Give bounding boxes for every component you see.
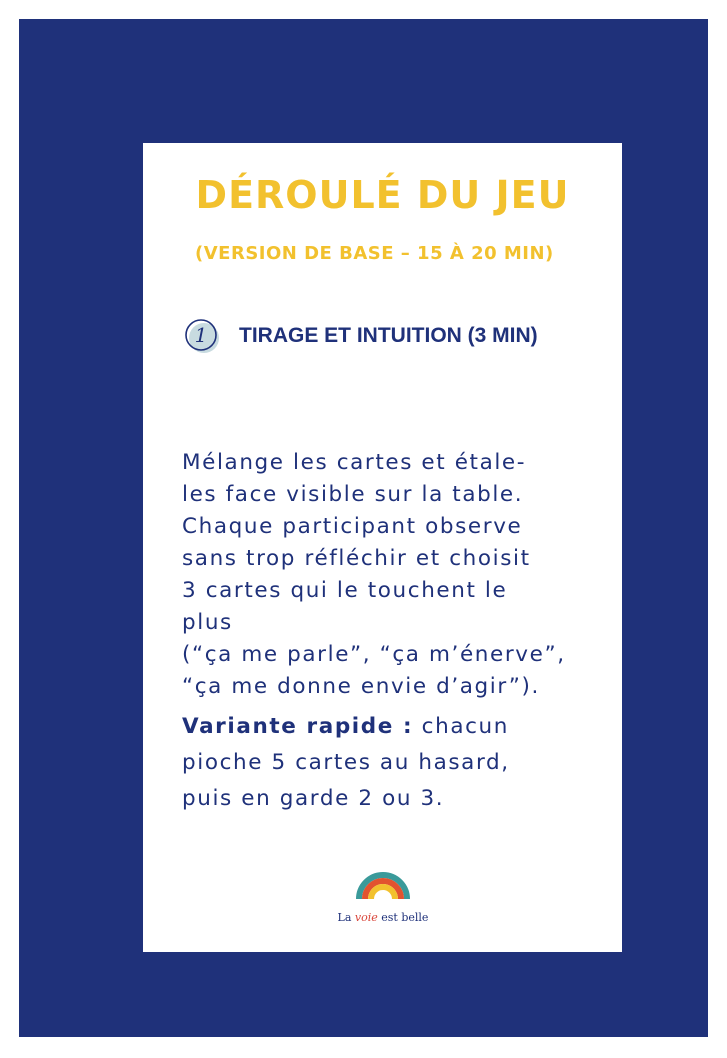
instruction-line: les face visible sur la table. bbox=[182, 482, 524, 507]
brand-name: La voie est belle bbox=[337, 911, 429, 924]
game-card bbox=[143, 143, 622, 952]
instruction-line: Chaque participant observe bbox=[182, 514, 523, 539]
variant-text bbox=[182, 709, 602, 817]
brand-logo bbox=[333, 867, 433, 924]
background-frame bbox=[19, 19, 708, 1037]
instructions-text bbox=[182, 447, 592, 703]
variant-line-3: puis en garde 2 ou 3. bbox=[182, 786, 445, 811]
step-circle-icon bbox=[183, 317, 221, 355]
instruction-line: (“ça me parle”, “ça m’énerve”, bbox=[182, 642, 566, 667]
instruction-line: “ça me donne envie d’agir”). bbox=[182, 674, 540, 699]
instruction-line: Mélange les cartes et étale- bbox=[182, 450, 527, 475]
instruction-line: plus bbox=[182, 610, 233, 635]
step-title: TIRAGE ET INTUITION (3 MIN) bbox=[239, 324, 538, 347]
card-subtitle: (VERSION DE BASE – 15 À 20 MIN) bbox=[195, 243, 554, 264]
variant-line-2: pioche 5 cartes au hasard, bbox=[182, 750, 510, 775]
step-number: 1 bbox=[194, 323, 208, 347]
rainbow-icon bbox=[355, 867, 411, 901]
instruction-line: 3 cartes qui le touchent le bbox=[182, 578, 508, 603]
variant-line-1: chacun bbox=[413, 714, 509, 739]
step-number-badge bbox=[183, 317, 221, 355]
variant-label: Variante rapide : bbox=[182, 714, 414, 739]
step-header bbox=[183, 317, 538, 355]
card-title: DÉROULÉ DU JEU bbox=[195, 173, 570, 217]
variant-line bbox=[182, 709, 602, 745]
instruction-line: sans trop réfléchir et choisit bbox=[182, 546, 531, 571]
